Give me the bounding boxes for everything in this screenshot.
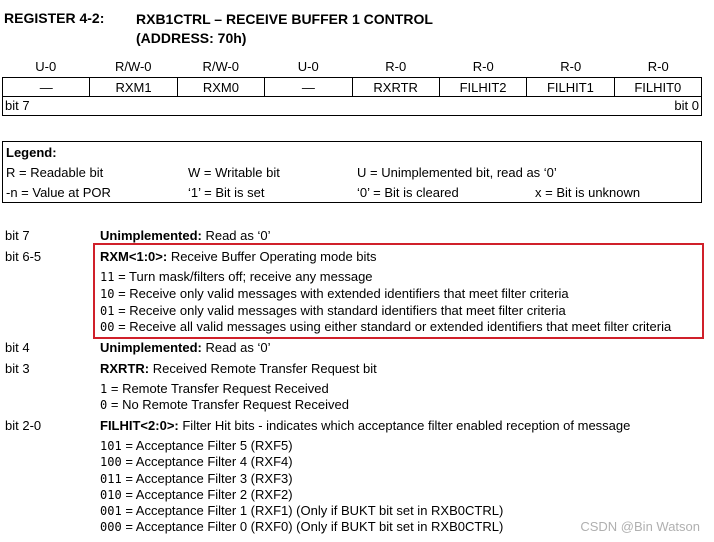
option-code: 000 xyxy=(100,520,122,534)
bit4-label: bit 4 xyxy=(5,340,30,355)
option-code: 010 xyxy=(100,488,122,502)
bit-position-row xyxy=(2,97,702,116)
access-cell: R/W-0 xyxy=(114,59,152,74)
access-cell: R-0 xyxy=(385,59,407,74)
legend-item: R = Readable bit xyxy=(6,165,104,180)
option-text: = Acceptance Filter 3 (RXF3) xyxy=(125,471,293,486)
option-code: 011 xyxy=(100,472,122,486)
bit-name-cell: FILHIT2 xyxy=(440,78,527,96)
bit-name-cell: RXRTR xyxy=(353,78,440,96)
bit4-description xyxy=(100,340,271,355)
bit3-text: Received Remote Transfer Request bit xyxy=(149,361,377,376)
option-text: = Acceptance Filter 4 (RXF4) xyxy=(125,454,293,469)
option-text: = Turn mask/filters off; receive any message xyxy=(118,269,373,284)
msb-label: bit 7 xyxy=(5,98,30,113)
bit-name-row xyxy=(2,77,702,97)
bit20-text: Filter Hit bits - indicates which acceptance filter enabled reception of message xyxy=(178,418,631,433)
option-row xyxy=(100,381,329,396)
access-cell: R-0 xyxy=(647,59,669,74)
bit65-name: RXM<1:0>: xyxy=(100,249,168,264)
option-text: = Receive only valid messages with extended identifiers that meet filter criteria xyxy=(118,286,569,301)
bit3-name: RXRTR: xyxy=(100,361,150,376)
legend-item: W = Writable bit xyxy=(188,165,280,180)
option-row xyxy=(100,319,671,334)
option-text: = Acceptance Filter 2 (RXF2) xyxy=(125,487,293,502)
bit4-name: Unimplemented: xyxy=(100,340,202,355)
bit65-description xyxy=(100,249,377,264)
bit-name-cell: — xyxy=(265,78,352,96)
access-cell: U-0 xyxy=(35,59,57,74)
option-text: = Receive all valid messages using either standard or extended identifiers that meet filter criteria xyxy=(118,319,672,334)
option-code: 11 xyxy=(100,270,115,284)
legend-item: x = Bit is unknown xyxy=(535,185,641,200)
access-cell: R-0 xyxy=(560,59,582,74)
option-text: = No Remote Transfer Request Received xyxy=(110,397,349,412)
option-code: 101 xyxy=(100,439,122,453)
register-number: REGISTER 4-2: xyxy=(4,10,105,26)
bit20-name: FILHIT<2:0>: xyxy=(100,418,179,433)
bit-name-cell: — xyxy=(3,78,90,96)
bit7-name: Unimplemented: xyxy=(100,228,202,243)
option-code: 0 xyxy=(100,398,108,412)
bit7-label: bit 7 xyxy=(5,228,30,243)
option-text: = Receive only valid messages with standard identifiers that meet filter criteria xyxy=(118,303,566,318)
access-cell: R/W-0 xyxy=(202,59,240,74)
bit-name-cell: RXM0 xyxy=(178,78,265,96)
option-text: = Acceptance Filter 0 (RXF0) (Only if BUKT bit set in RXB0CTRL) xyxy=(125,519,504,534)
lsb-label: bit 0 xyxy=(674,98,699,113)
option-text: = Acceptance Filter 5 (RXF5) xyxy=(125,438,293,453)
register-title xyxy=(136,10,433,48)
access-row xyxy=(2,59,702,77)
bit20-description xyxy=(100,418,630,433)
watermark: CSDN @Bin Watson xyxy=(580,519,700,534)
option-row xyxy=(100,397,349,412)
option-code: 00 xyxy=(100,320,115,334)
option-row xyxy=(100,303,566,318)
option-row xyxy=(100,454,293,469)
option-row xyxy=(100,487,293,502)
option-code: 10 xyxy=(100,287,115,301)
option-code: 100 xyxy=(100,455,122,469)
option-text: = Acceptance Filter 1 (RXF1) (Only if BUKT bit set in RXB0CTRL) xyxy=(125,503,504,518)
bit65-text: Receive Buffer Operating mode bits xyxy=(167,249,377,264)
option-row xyxy=(100,438,293,453)
option-code: 1 xyxy=(100,382,108,396)
option-code: 01 xyxy=(100,304,115,318)
bit7-description xyxy=(100,228,271,243)
bit4-text: Read as ‘0’ xyxy=(201,340,271,355)
option-row xyxy=(100,286,569,301)
bit3-label: bit 3 xyxy=(5,361,30,376)
legend-item: -n = Value at POR xyxy=(6,185,111,200)
option-row xyxy=(100,269,373,284)
register-title-line2: (ADDRESS: 70h) xyxy=(136,30,247,46)
option-row xyxy=(100,519,503,534)
option-code: 001 xyxy=(100,504,122,518)
bit-name-cell: FILHIT1 xyxy=(527,78,614,96)
option-row xyxy=(100,471,293,486)
bit7-text: Read as ‘0’ xyxy=(201,228,271,243)
legend-item: U = Unimplemented bit, read as ‘0’ xyxy=(357,165,557,180)
bit65-label: bit 6-5 xyxy=(5,249,42,264)
legend-title: Legend: xyxy=(6,145,57,160)
option-row xyxy=(100,503,503,518)
legend-item: ‘1’ = Bit is set xyxy=(188,185,265,200)
access-cell: U-0 xyxy=(297,59,319,74)
legend-box xyxy=(2,141,702,203)
bit3-description xyxy=(100,361,377,376)
bit-name-cell: FILHIT0 xyxy=(634,80,682,95)
bit-name-cell: RXM1 xyxy=(90,78,177,96)
bit-table xyxy=(2,59,702,116)
access-cell: R-0 xyxy=(472,59,494,74)
legend-item: ‘0’ = Bit is cleared xyxy=(357,185,459,200)
option-text: = Remote Transfer Request Received xyxy=(110,381,329,396)
bit20-label: bit 2-0 xyxy=(5,418,42,433)
register-title-line1: RXB1CTRL – RECEIVE BUFFER 1 CONTROL xyxy=(136,11,433,27)
